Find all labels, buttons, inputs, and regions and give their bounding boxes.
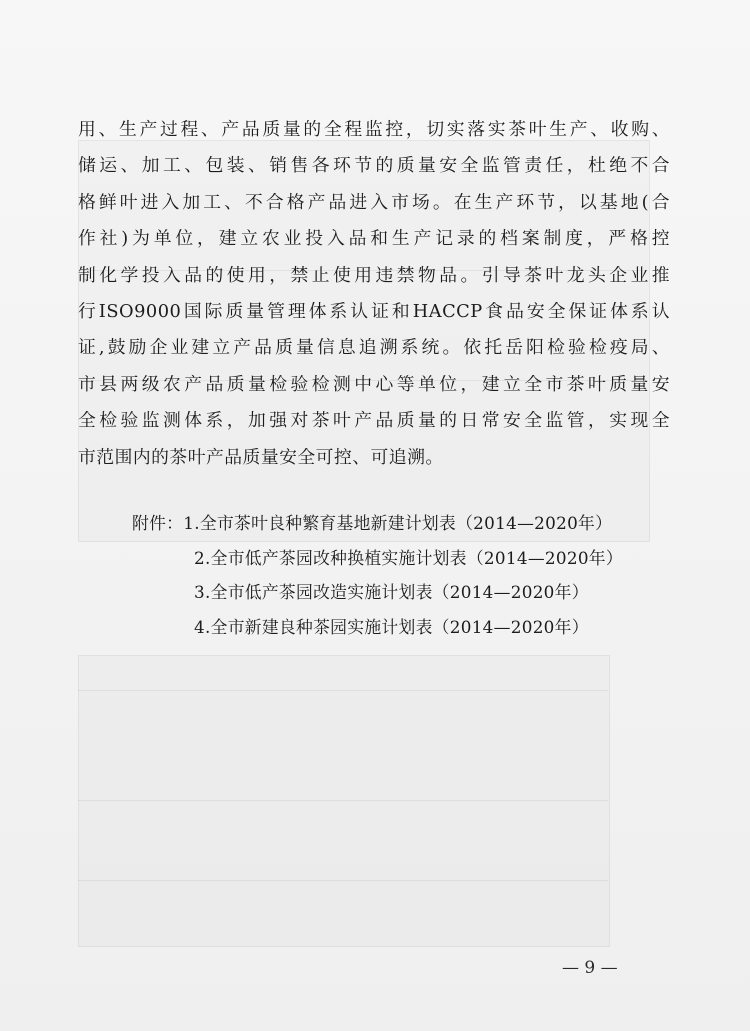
page-number: — 9 — <box>562 958 618 978</box>
bleed-through-line <box>78 690 608 691</box>
bleed-through-line <box>78 880 608 881</box>
attachment-item-text: 1.全市茶叶良种繁育基地新建计划表（2014—2020年） <box>183 513 613 533</box>
bleed-through-table-bottom <box>78 655 610 947</box>
body-paragraph <box>78 112 670 476</box>
body-line: 市县两级农产品质量检验检测中心等单位，建立全市茶叶质量安 <box>78 373 670 395</box>
attachment-item-text: 3.全市低产茶园改造实施计划表（2014—2020年） <box>194 582 589 602</box>
body-line: 行ISO9000国际质量管理体系认证和HACCP食品安全保证体系认 <box>78 300 670 322</box>
attachment-item <box>194 541 623 576</box>
body-line: 作社)为单位，建立农业投入品和生产记录的档案制度，严格控 <box>78 228 670 250</box>
attachment-item-text: 2.全市低产茶园改种换植实施计划表（2014—2020年） <box>194 547 623 568</box>
body-line: 证,鼓励企业建立产品质量信息追溯系统。依托岳阳检验检疫局、 <box>78 337 670 359</box>
body-line: 市范围内的茶叶产品质量安全可控、可追溯。 <box>78 446 444 468</box>
body-line: 制化学投入品的使用，禁止使用违禁物品。引导茶叶龙头企业推 <box>78 264 670 286</box>
body-line: 用、生产过程、产品质量的全程监控，切实落实茶叶生产、收购、 <box>78 119 670 140</box>
body-line: 储运、加工、包装、销售各环节的质量安全监管责任，杜绝不合 <box>78 155 670 177</box>
bleed-through-line <box>78 800 608 801</box>
attachment-item <box>194 575 623 610</box>
body-line: 全检验监测体系，加强对茶叶产品质量的日常安全监管，实现全 <box>78 410 670 432</box>
body-line: 格鲜叶进入加工、不合格产品进入市场。在生产环节，以基地(合 <box>78 191 670 213</box>
attachment-item-text: 4.全市新建良种茶园实施计划表（2014—2020年） <box>194 616 589 637</box>
attachment-list <box>132 506 623 644</box>
attachment-prefix: 附件： <box>132 513 184 533</box>
attachment-item <box>132 506 623 541</box>
attachment-item <box>194 610 623 645</box>
